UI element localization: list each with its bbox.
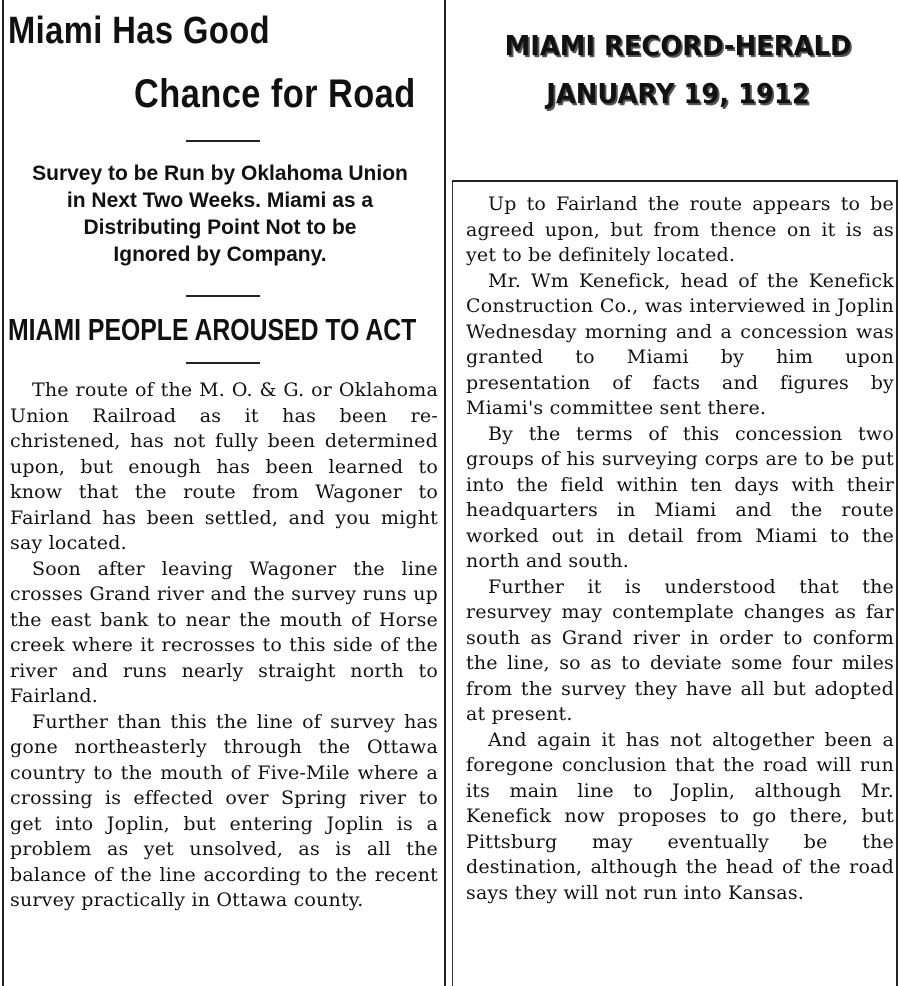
paragraph: By the terms of this concession two groups of his surveying corps are to be put into the field within ten days with their headquarters in Miami and the route worked out in detail from Miami to the north and south.	[466, 422, 894, 572]
column-divider-rule	[444, 0, 446, 986]
right-border-rule	[896, 180, 898, 986]
headline-line-2: Chance for Road	[134, 72, 416, 116]
subheading-line-4: Ignored by Company.	[113, 243, 327, 266]
masthead	[462, 22, 894, 118]
subheading-line-1: Survey to be Run by Oklahoma Union	[32, 162, 408, 185]
right-column-body	[466, 192, 894, 906]
paragraph: And again it has not altogether been a foregone conclusion that the road will run its main line to Joplin, although Mr. Kenefick now proposes to go there, but Pittsburg may eventually be the destination, although the head of the road says they will not run into Kansas.	[466, 728, 894, 904]
deck-heading: MIAMI PEOPLE AROUSED TO ACT	[8, 312, 417, 347]
column-divider-rule-inner	[452, 180, 453, 986]
paragraph: The route of the M. O. & G. or Oklahoma Union Railroad as it has been re-christened, has not fully been determined upon, but enough has been learned to know that the route from Wagoner to Fairland has been settled, and you might say located.	[10, 379, 438, 554]
paragraph: Up to Fairland the route appears to be agreed upon, but from thence on it is as yet to be definitely located.	[466, 193, 894, 266]
subheading-line-3: Distributing Point Not to be	[83, 216, 357, 239]
subheading-divider	[186, 295, 260, 297]
masthead-paper-name: MIAMI RECORD-HERALD	[504, 29, 852, 62]
subheading-line-2: in Next Two Weeks. Miami as a	[66, 189, 374, 212]
masthead-bottom-rule	[452, 180, 898, 182]
paragraph: Further than this the line of survey has gone northeasterly through the Ottawa country to the mouth of Five-Mile where a crossing is effected over Spring river to get into Joplin, but entering Joplin is a problem as yet unsolved, as is all the balance of the line according to the recent survey practically in Ottawa county.	[10, 710, 438, 911]
subheading	[0, 160, 440, 268]
masthead-date: JANUARY 19, 1912	[546, 77, 810, 110]
left-column-body	[10, 378, 438, 914]
paragraph: Mr. Wm Kenefick, head of the Kenefick Construction Co., was interviewed in Joplin Wednesday morning and a concession was granted to Miami by him upon presentation of facts and figures by Miami's committee sent there.	[466, 269, 894, 419]
left-border-rule	[2, 0, 4, 986]
headline-divider	[186, 140, 260, 142]
deck-divider	[186, 362, 260, 364]
paragraph: Further it is understood that the resurvey may contemplate changes as far south as Grand river in order to conform the line, so as to deviate some four miles from the survey they have all but adopted at present.	[466, 575, 894, 725]
headline-line-1: Miami Has Good	[8, 10, 271, 52]
paragraph: Soon after leaving Wagoner the line crosses Grand river and the survey runs up the east bank to near the mouth of Horse creek where it recrosses to this side of the river and runs nearly straight north to Fairland.	[10, 557, 438, 707]
